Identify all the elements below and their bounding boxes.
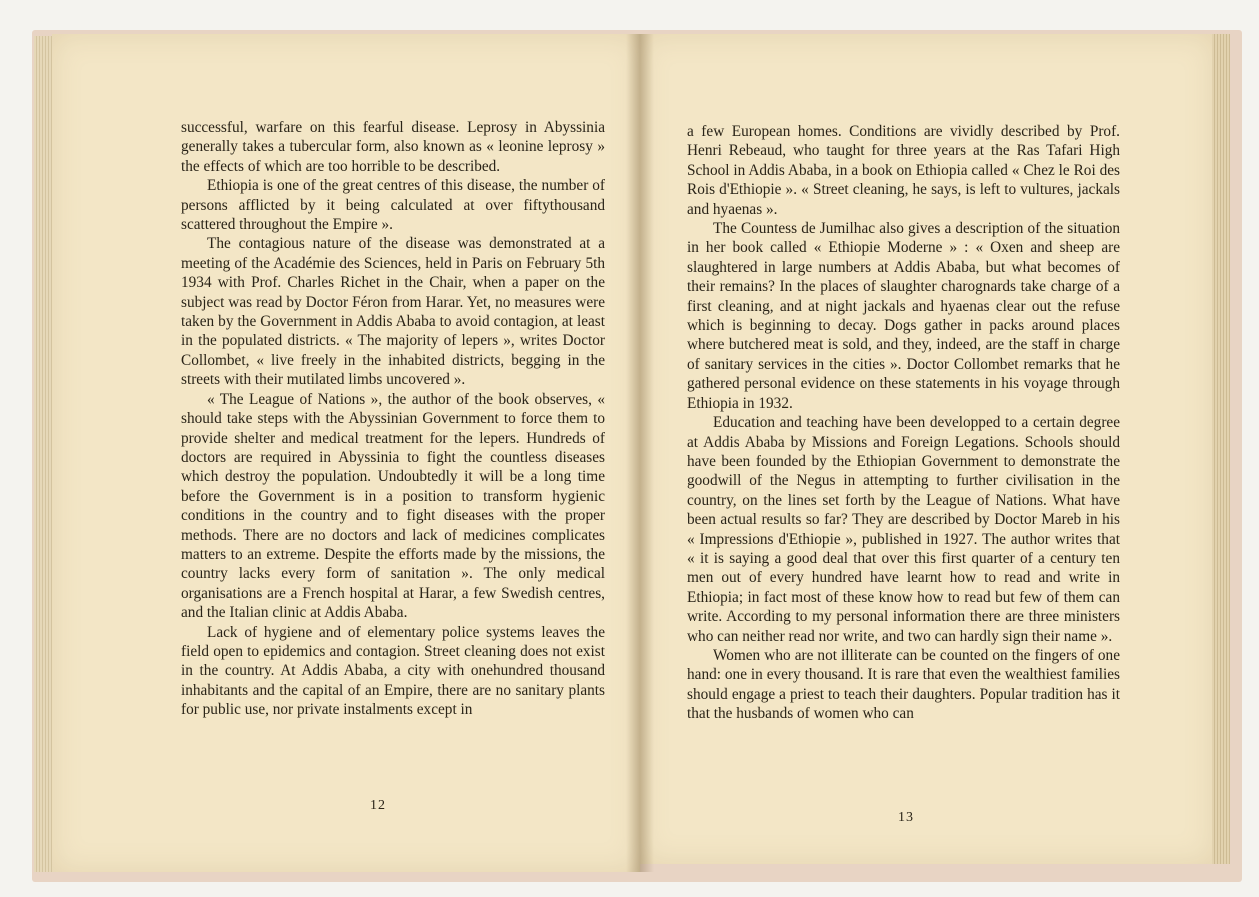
paragraph: successful, warfare on this fearful disease. Leprosy in Abyssinia generally takes a tubercular form, also known as « leonine leprosy » the effects of which are too horrible to be described. [181, 119, 605, 175]
paragraph: a few European homes. Conditions are vividly described by Prof. Henri Rebeaud, who taught for three years at the Ras Tafari High School in Addis Ababa, in a book on Ethiopia called « Chez le Roi des Rois d'Ethiopie ». « Street cleaning, he says, is left to vultures, jackals and hyaenas ». [687, 123, 1120, 218]
paragraph: The Countess de Jumilhac also gives a description of the situation in her book called « Ethiopie Moderne » : « Oxen and sheep are slaughtered in large numbers at Addis Ababa, but what becomes of their remains? In the places of slaughter charognards take charge of a first cleaning, and at night jackals and hyaenas clear out the refuse which is beginning to decay. Dogs gather in packs around places where butchered meat is sold, and they, indeed, are the staff in charge of sanitary services in the cities ». Doctor Collombet remarks that he gathered personal evidence on these statements in his voyage through Ethiopia in 1932. [687, 220, 1120, 412]
right-page-text [687, 122, 1120, 724]
paragraph: Lack of hygiene and of elementary police systems leaves the field open to epidemics and contagion. Street cleaning does not exist in the country. At Addis Ababa, a city with onehundred thousand inhabitants and the capital of an Empire, there are no sanitary plants for public use, nor private instalments except in [181, 623, 605, 719]
left-page-text [181, 118, 605, 720]
page-number: 12 [370, 798, 386, 813]
page-number: 13 [898, 810, 914, 825]
page-edges [1212, 34, 1230, 864]
paragraph: Education and teaching have been developped to a certain degree at Addis Ababa by Missions and Foreign Legations. Schools should have been founded by the Ethiopian Government to demonstrate the goodwill of the Negus in attempting to further civilisation in the country, on the lines set forth by the League of Nations. What have been actual results so far? They are described by Doctor Mareb in his « Impressions d'Ethiopie », published in 1927. The author writes that « it is saying a good deal that over this first quarter of a century ten men out of every hundred have learnt how to read and write in Ethiopia; in fact most of these know how to read but few of them can write. According to my personal information there are three ministers who can neither read nor write, and two can hardly sign their name ». [687, 414, 1120, 645]
paragraph: The contagious nature of the disease was demonstrated at a meeting of the Académie des Sciences, held in Paris on February 5th 1934 with Prof. Charles Richet in the Chair, when a paper on the subject was read by Doctor Féron from Harar. Yet, no measures were taken by the Government in Addis Ababa to avoid contagion, at least in the populated districts. « The majority of lepers », writes Doctor Collombet, « live freely in the inhabited districts, begging in the streets with their mutilated limbs uncovered ». [181, 235, 605, 389]
left-page [52, 34, 640, 872]
paragraph: Ethiopia is one of the great centres of this disease, the number of persons afflicted by it being calculated at over fiftythousand scattered throughout the Empire ». [181, 177, 605, 234]
book-gutter [626, 34, 654, 872]
paragraph: Women who are not illiterate can be counted on the fingers of one hand: one in every thousand. It is rare that even the wealthiest families should engage a priest to teach their daughters. Popular tradition has it that the husbands of women who can [687, 646, 1120, 723]
right-page [640, 34, 1214, 864]
paragraph: « The League of Nations », the author of the book observes, « should take steps with the Abyssinian Government to force them to provide shelter and medical treatment for the lepers. Hundreds of doctors are required in Abyssinia to fight the countless diseases which destroy the population. Undoubtedly it will be a long time before the Government is in a position to transform hygienic conditions in the country and to fight diseases with the proper methods. There are no doctors and lack of medicines complicates matters to an extreme. Despite the efforts made by the missions, the country lacks every form of sanitation ». The only medical organisations are a French hospital at Harar, a few Swedish centres, and the Italian clinic at Addis Ababa. [181, 390, 605, 622]
